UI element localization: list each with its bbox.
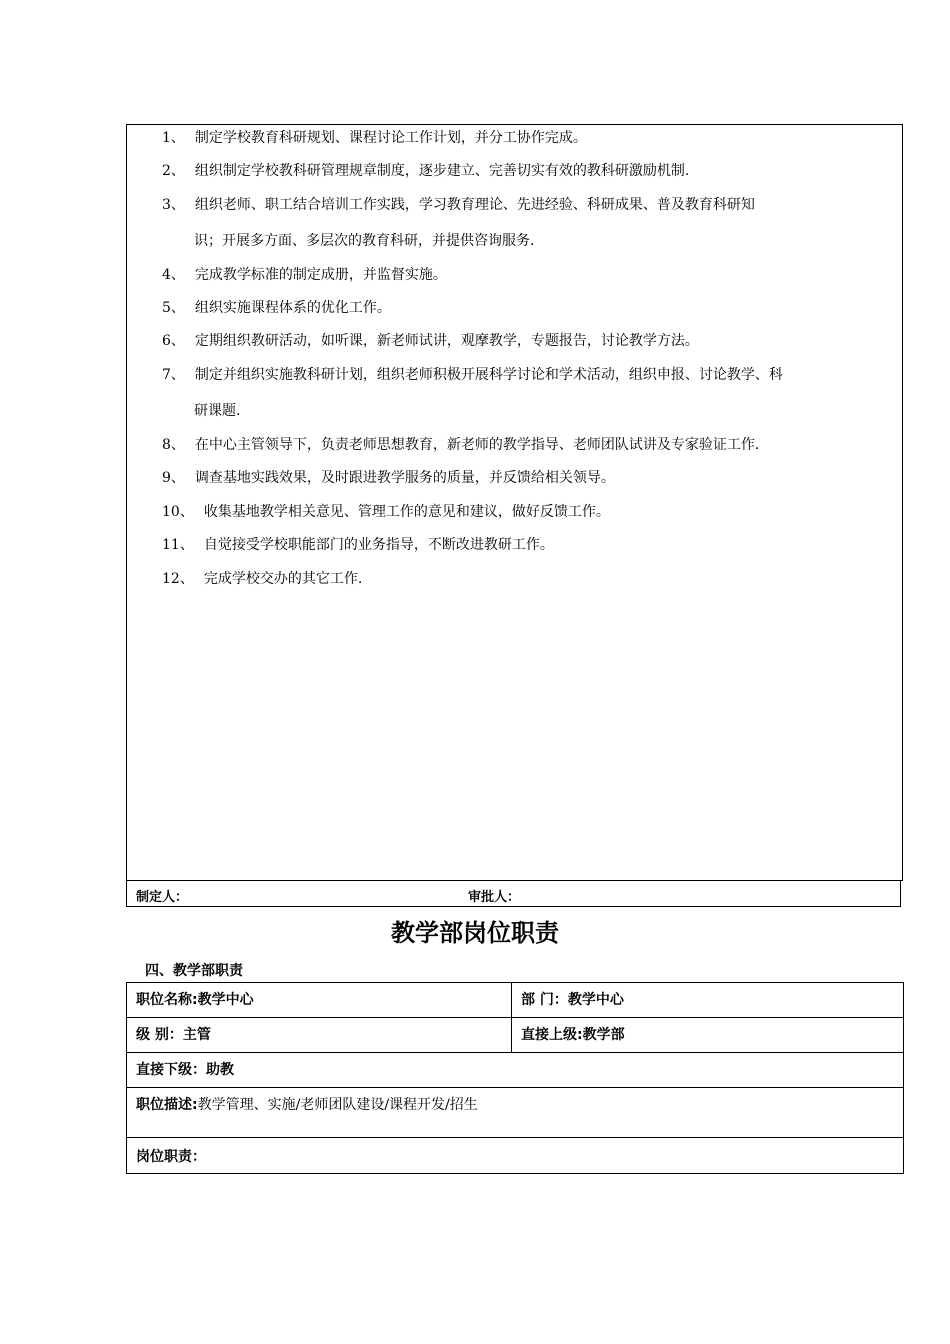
duty-text: 制定学校教育科研规划、课程讨论工作计划，并分工协作完成。 <box>194 130 587 146</box>
duty-item <box>162 266 447 284</box>
subordinate: 直接下级：助教 <box>136 1062 234 1078</box>
duty-text: 识；开展多方面、多层次的教育科研，并提供咨询服务. <box>194 233 535 249</box>
duty-item <box>162 129 587 147</box>
duty-number: 11、 <box>162 537 194 553</box>
duty-item <box>162 299 391 317</box>
duty-item <box>162 366 783 384</box>
duty-number: 1、 <box>162 130 185 146</box>
duties-cell <box>126 1137 904 1174</box>
description-label: 职位描述: <box>136 1097 198 1113</box>
duty-text: 组织制定学校教科研管理规章制度，逐步建立、完善切实有效的教科研激励机制. <box>194 163 690 179</box>
duty-number: 9、 <box>162 470 185 486</box>
duty-continuation <box>194 402 240 420</box>
duty-text: 在中心主管领导下，负责老师思想教育，新老师的教学指导、老师团队试讲及专家验证工作. <box>194 437 760 453</box>
duty-number: 3、 <box>162 197 185 213</box>
duty-number: 6、 <box>162 333 185 349</box>
duty-text: 调查基地实践效果，及时跟进教学服务的质量，并反馈给相关领导。 <box>194 470 615 486</box>
duty-item <box>162 162 689 180</box>
duty-number: 12、 <box>162 571 194 587</box>
duty-number: 10、 <box>162 504 194 520</box>
duty-item <box>162 332 699 350</box>
duty-text: 制定并组织实施教科研计划，组织老师积极开展科学讨论和学术活动，组织申报、讨论教学、科 <box>194 367 783 383</box>
maker-label: 制定人： <box>136 890 189 905</box>
duty-text: 研课题. <box>194 403 241 419</box>
department-cell <box>511 982 904 1018</box>
position-name: 职位名称:教学中心 <box>136 992 254 1008</box>
duty-text: 组织实施课程体系的优化工作。 <box>194 300 391 316</box>
duty-number: 7、 <box>162 367 185 383</box>
page-title: 教学部岗位职责 <box>391 919 559 947</box>
superior-cell <box>511 1017 904 1053</box>
duty-item <box>162 503 610 521</box>
duty-text: 自觉接受学校职能部门的业务指导，不断改进教研工作。 <box>203 537 554 553</box>
duty-item <box>162 436 759 454</box>
superior: 直接上级:教学部 <box>521 1027 625 1043</box>
approver-label: 审批人： <box>468 890 521 905</box>
level-cell <box>126 1017 512 1053</box>
duty-text: 完成学校交办的其它工作. <box>203 571 363 587</box>
duty-number: 4、 <box>162 267 185 283</box>
duty-number: 2、 <box>162 163 185 179</box>
subordinate-cell <box>126 1052 904 1088</box>
department: 部 门：教学中心 <box>521 992 624 1008</box>
duty-number: 8、 <box>162 437 185 453</box>
duty-item <box>162 570 362 588</box>
duty-number: 5、 <box>162 300 185 316</box>
duty-text: 组织老师、职工结合培训工作实践，学习教育理论、先进经验、科研成果、普及教育科研知 <box>194 197 755 213</box>
duty-text: 完成教学标准的制定成册，并监督实施。 <box>194 267 447 283</box>
level: 级 别：主管 <box>136 1027 211 1043</box>
duty-text: 收集基地教学相关意见、管理工作的意见和建议，做好反馈工作。 <box>203 504 610 520</box>
duty-continuation <box>194 232 534 250</box>
duty-text: 定期组织教研活动，如听课，新老师试讲，观摩教学，专题报告，讨论教学方法。 <box>194 333 699 349</box>
signature-row <box>126 880 901 907</box>
description-value: 教学管理、实施/老师团队建设/课程开发/招生 <box>197 1097 478 1113</box>
position-name-cell <box>126 982 512 1018</box>
duty-item <box>162 536 554 554</box>
section-heading: 四、教学部职责 <box>145 963 243 979</box>
duty-item <box>162 196 755 214</box>
description-cell <box>126 1087 904 1138</box>
duties-label: 岗位职责： <box>136 1149 206 1165</box>
duty-item <box>162 469 615 487</box>
